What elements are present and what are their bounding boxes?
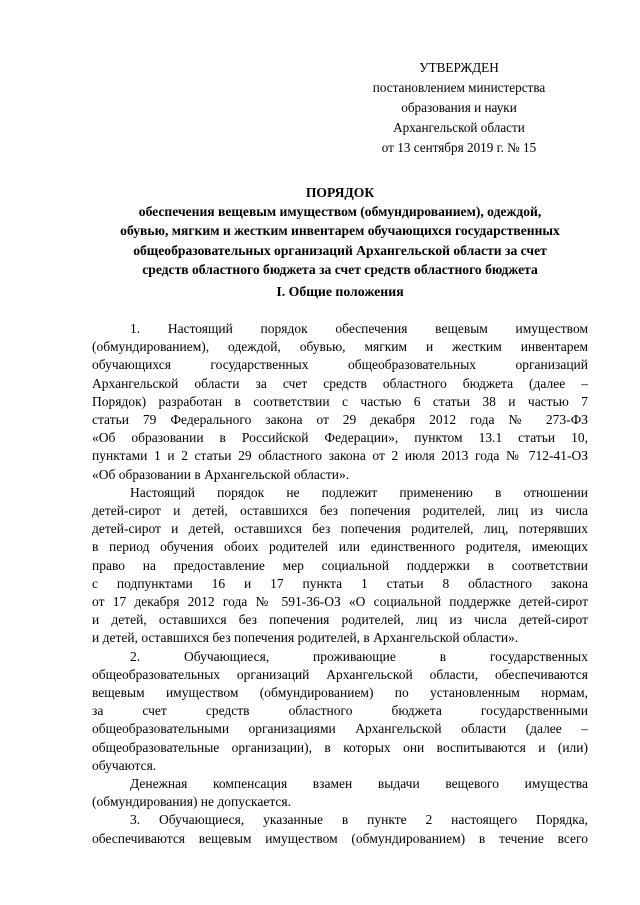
- approval-line: образования и науки: [401, 100, 517, 115]
- title-line: ПОРЯДОК: [305, 185, 375, 200]
- approval-line: УТВЕРЖДЕН: [419, 60, 499, 75]
- approval-line: от 13 сентября 2019 г. № 15: [381, 140, 537, 155]
- text-line: обучающихся государственных общеобразовательных организаций: [92, 357, 588, 373]
- title-line: средств областного бюджета за счет средств областного бюджета: [142, 261, 538, 277]
- text-line: 2. Обучающиеся, проживающие в государственных: [130, 648, 588, 664]
- text-line: обучаются.: [92, 757, 157, 773]
- approval-line: Архангельской области: [393, 120, 525, 135]
- text-line: Денежная компенсация взамен выдачи вещевого имущества: [130, 776, 588, 792]
- section-heading: I. Общие положения: [276, 284, 404, 299]
- text-line: право на предоставление мер социальной поддержки в соответствии: [92, 557, 588, 573]
- text-line: от 17 декабря 2012 года № 591-36-ОЗ «О социальной поддержке детей-сирот: [92, 594, 588, 610]
- text-line: 1. Настоящий порядок обеспечения вещевым имуществом: [130, 321, 588, 336]
- paragraph-2: [92, 648, 588, 775]
- paragraph-1-note: [92, 484, 588, 648]
- text-line: «Об образовании в Архангельской области».: [92, 466, 350, 482]
- approval-stamp: [330, 58, 588, 158]
- title-line: общеобразовательных организаций Архангельской области за счет: [133, 242, 547, 258]
- text-line: «Об образовании в Российской Федерации», пунктом 13.1 статьи 10,: [92, 430, 588, 446]
- text-line: (обмундированием), одеждой, обувью, мягким и жестким инвентарем: [92, 339, 588, 355]
- text-line: с подпунктами 16 и 17 пункта 1 статьи 8 областного закона: [92, 575, 588, 591]
- text-line: Порядок) разработан в соответствии с частью 6 статьи 38 и частью 7: [92, 393, 588, 409]
- paragraph-3: [92, 811, 588, 847]
- text-line: (обмундирования) не допускается.: [92, 794, 291, 810]
- text-line: Архангельской области за счет средств областного бюджета (далее –: [92, 375, 588, 391]
- text-line: обеспечиваются вещевым имуществом (обмундированием) в течение всего: [92, 830, 588, 846]
- title-line: обувью, мягким и жестким инвентарем обучающихся государственных: [120, 223, 560, 239]
- document-title: [92, 183, 588, 279]
- text-line: детей-сирот и детей, оставшихся без попечения родителей, лиц, потерявших: [92, 521, 588, 537]
- text-line: общеобразовательными организациями Архангельской области (далее –: [92, 721, 588, 737]
- text-line: вещевым имуществом (обмундированием) по установленным нормам,: [92, 685, 588, 701]
- text-line: 3. Обучающиеся, указанные в пункте 2 настоящего Порядка,: [130, 812, 588, 828]
- text-line: общеобразовательные организации), в которых они воспитываются и (или): [92, 739, 588, 755]
- text-line: детей-сирот и детей, оставшихся без попечения родителей, лиц из числа: [92, 503, 588, 519]
- title-line: обеспечения вещевым имуществом (обмундированием), одеждой,: [138, 204, 542, 220]
- text-line: статьи 79 Федерального закона от 29 декабря 2012 года № 273-ФЗ: [92, 412, 588, 428]
- paragraph-2-note: [92, 775, 588, 811]
- text-line: Настоящий порядок не подлежит применению в отношении: [130, 484, 588, 500]
- approval-line: постановлением министерства: [372, 80, 546, 95]
- text-line: общеобразовательных организаций Архангельской области, обеспечиваются: [92, 666, 588, 682]
- text-line: пунктами 1 и 2 статьи 29 областного закона от 2 июля 2013 года № 712-41-ОЗ: [92, 448, 588, 464]
- text-line: в период обучения обоих родителей или единственного родителя, имеющих: [92, 539, 588, 555]
- text-line: за счет средств областного бюджета государственными: [92, 703, 588, 719]
- document-body: [92, 320, 588, 848]
- text-line: и детей, оставшихся без попечения родителей, лиц из числа детей-сирот: [92, 612, 588, 628]
- paragraph-1: [92, 320, 588, 484]
- text-line: и детей, оставшихся без попечения родителей, в Архангельской области».: [92, 630, 519, 646]
